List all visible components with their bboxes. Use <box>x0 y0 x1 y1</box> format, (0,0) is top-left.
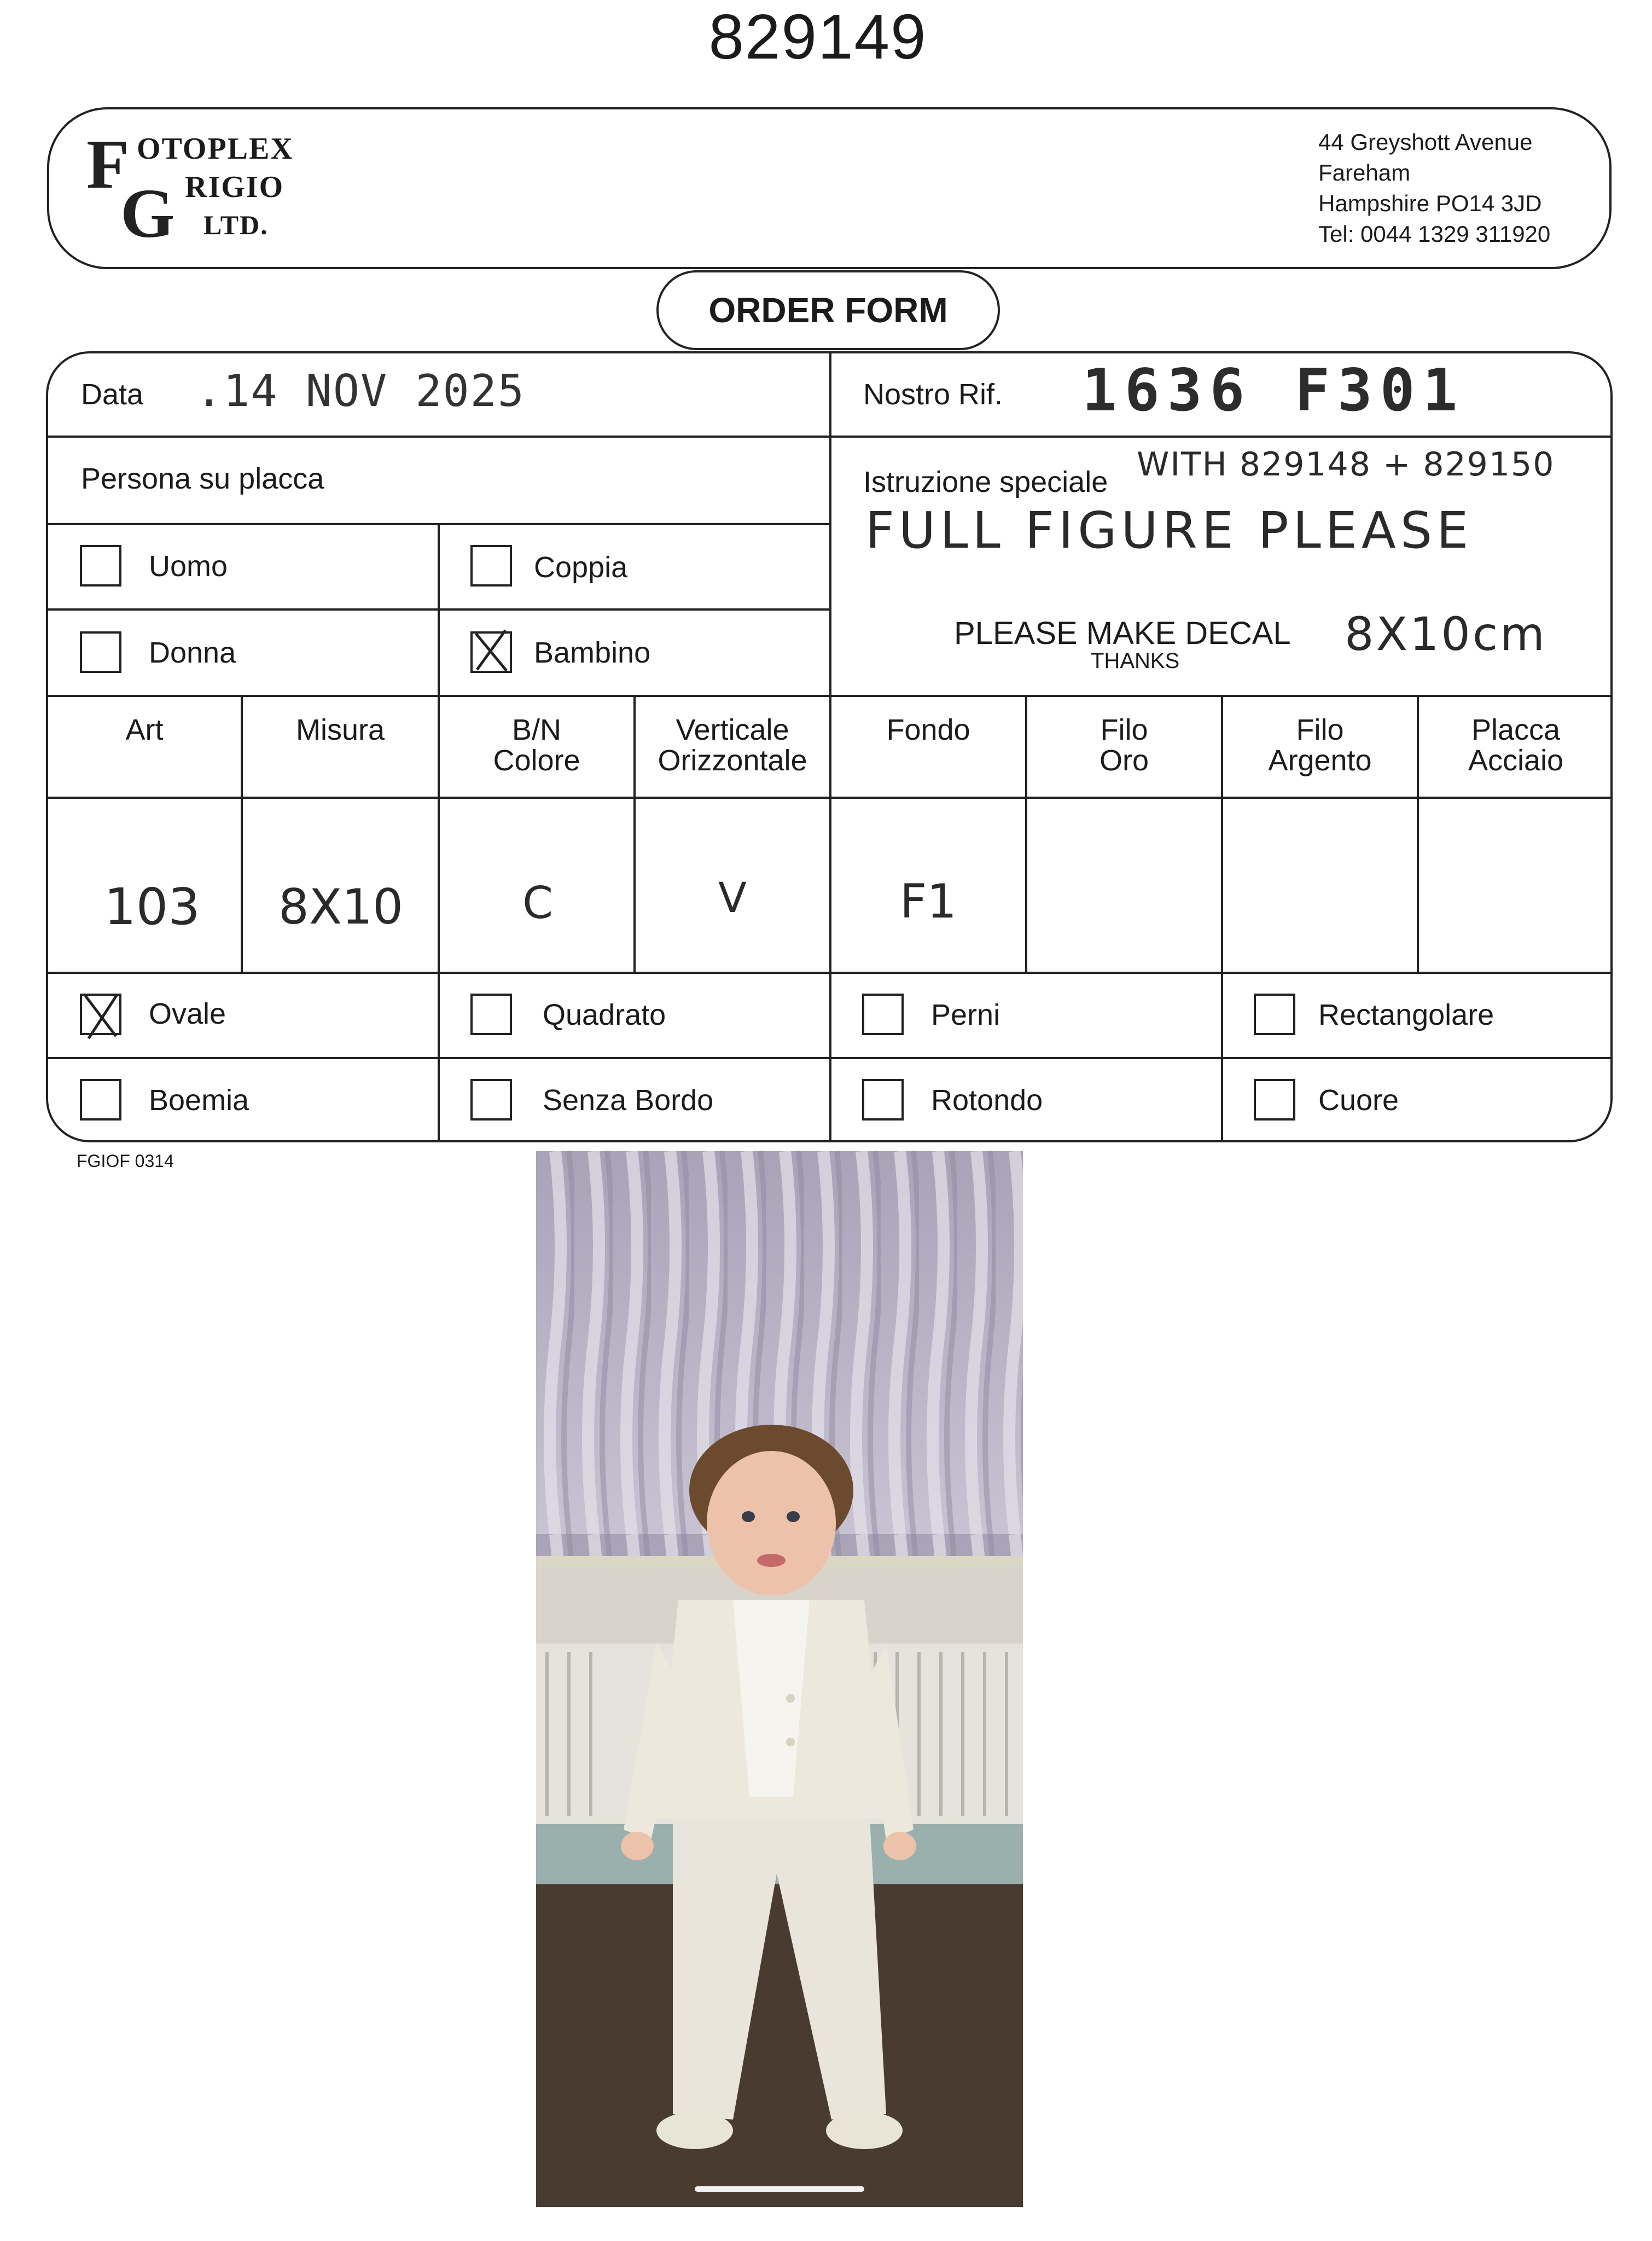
filo-oro-header <box>1027 715 1221 776</box>
rotondo-label: Rotondo <box>931 1084 1043 1117</box>
company-address <box>1318 127 1550 249</box>
perni-checkbox[interactable] <box>862 994 904 1035</box>
special-instruction-thanks: THANKS <box>1091 649 1180 673</box>
coppia-checkbox[interactable] <box>470 545 512 587</box>
uomo-label: Uomo <box>149 550 228 583</box>
donna-checkbox[interactable] <box>80 631 121 673</box>
placca-acciaio-line-1: Placca <box>1471 713 1561 746</box>
senza-bordo-checkbox[interactable] <box>470 1079 512 1120</box>
logo-letter-g: G <box>120 175 175 252</box>
form-code: FGIOF 0314 <box>77 1151 174 1171</box>
date-label: Data <box>81 378 144 411</box>
ovale-label: Ovale <box>149 997 226 1030</box>
persona-label: Persona su placca <box>81 462 324 495</box>
uomo-checkbox[interactable] <box>80 545 121 587</box>
order-form-grid <box>46 351 1613 1142</box>
bambino-checkbox[interactable] <box>470 631 512 673</box>
rotondo-checkbox[interactable] <box>862 1079 904 1120</box>
misura-value: 8X10 <box>278 879 404 935</box>
top-reference-number: 829149 <box>708 1 927 72</box>
reference-label: Nostro Rif. <box>863 378 1003 411</box>
orientation-header <box>636 715 829 776</box>
perni-label: Perni <box>931 998 1000 1031</box>
attached-photo <box>536 1151 1023 2207</box>
filo-oro-line-2: Oro <box>1099 744 1149 777</box>
address-line-county: Hampshire PO14 3JD <box>1318 190 1542 216</box>
art-header: Art <box>125 713 164 746</box>
special-instruction-label: Istruzione speciale <box>863 466 1108 498</box>
colore-value: C <box>522 878 553 928</box>
special-instruction-handwriting-1: WITH 829148 + 829150 <box>1137 445 1555 484</box>
child-photo-image <box>536 1151 1023 2207</box>
filo-oro-line-1: Filo <box>1100 713 1148 746</box>
check-mark-icon <box>82 992 121 1040</box>
rectangolare-label: Rectangolare <box>1318 998 1494 1031</box>
bambino-label: Bambino <box>534 636 651 669</box>
logo-line-1: OTOPLEX <box>137 132 294 166</box>
misura-header: Misura <box>295 713 385 746</box>
placca-acciaio-line-2: Acciaio <box>1468 744 1564 777</box>
ovale-checkbox[interactable] <box>80 994 121 1035</box>
special-instruction-print: PLEASE MAKE DECAL <box>954 616 1291 651</box>
coppia-label: Coppia <box>534 551 628 584</box>
filo-argento-line-1: Filo <box>1296 713 1344 746</box>
colore-header-line: Colore <box>493 744 580 777</box>
quadrato-checkbox[interactable] <box>470 994 512 1035</box>
fondo-value: F1 <box>899 874 957 929</box>
art-value: 103 <box>104 878 200 936</box>
placca-acciaio-header <box>1419 715 1613 776</box>
check-mark-icon <box>473 628 510 672</box>
form-title: ORDER FORM <box>656 270 1000 350</box>
quadrato-label: Quadrato <box>543 998 666 1031</box>
cuore-label: Cuore <box>1318 1084 1399 1117</box>
fondo-header: Fondo <box>886 713 970 746</box>
senza-bordo-label: Senza Bordo <box>543 1084 714 1117</box>
logo-letter-f: F <box>86 125 130 203</box>
boemia-checkbox[interactable] <box>80 1079 121 1120</box>
logo-line-2: RIGIO <box>185 170 284 204</box>
special-instruction-size: 8X10cm <box>1345 607 1547 661</box>
bn-colore-header <box>440 715 633 776</box>
date-stamp-value: .14 NOV 2025 <box>196 365 525 416</box>
orizzontale-header-line: Orizzontale <box>658 744 807 777</box>
address-line-phone: Tel: 0044 1329 311920 <box>1318 221 1551 247</box>
filo-argento-header <box>1223 715 1417 776</box>
company-logo <box>82 125 312 252</box>
address-line-street: 44 Greyshott Avenue <box>1318 129 1533 155</box>
verticale-header-line: Verticale <box>676 713 789 746</box>
logo-line-3: LTD. <box>203 210 269 240</box>
donna-label: Donna <box>149 636 236 669</box>
address-line-town: Fareham <box>1318 160 1411 185</box>
cuore-checkbox[interactable] <box>1254 1079 1295 1120</box>
boemia-label: Boemia <box>149 1084 249 1117</box>
reference-stamp-value: 1636 F301 <box>1082 357 1465 424</box>
filo-argento-line-2: Argento <box>1268 744 1372 777</box>
special-instruction-handwriting-2: FULL FIGURE PLEASE <box>865 501 1473 560</box>
bn-header-line: B/N <box>511 713 562 746</box>
rectangolare-checkbox[interactable] <box>1254 994 1295 1035</box>
orientation-value: V <box>718 873 747 922</box>
